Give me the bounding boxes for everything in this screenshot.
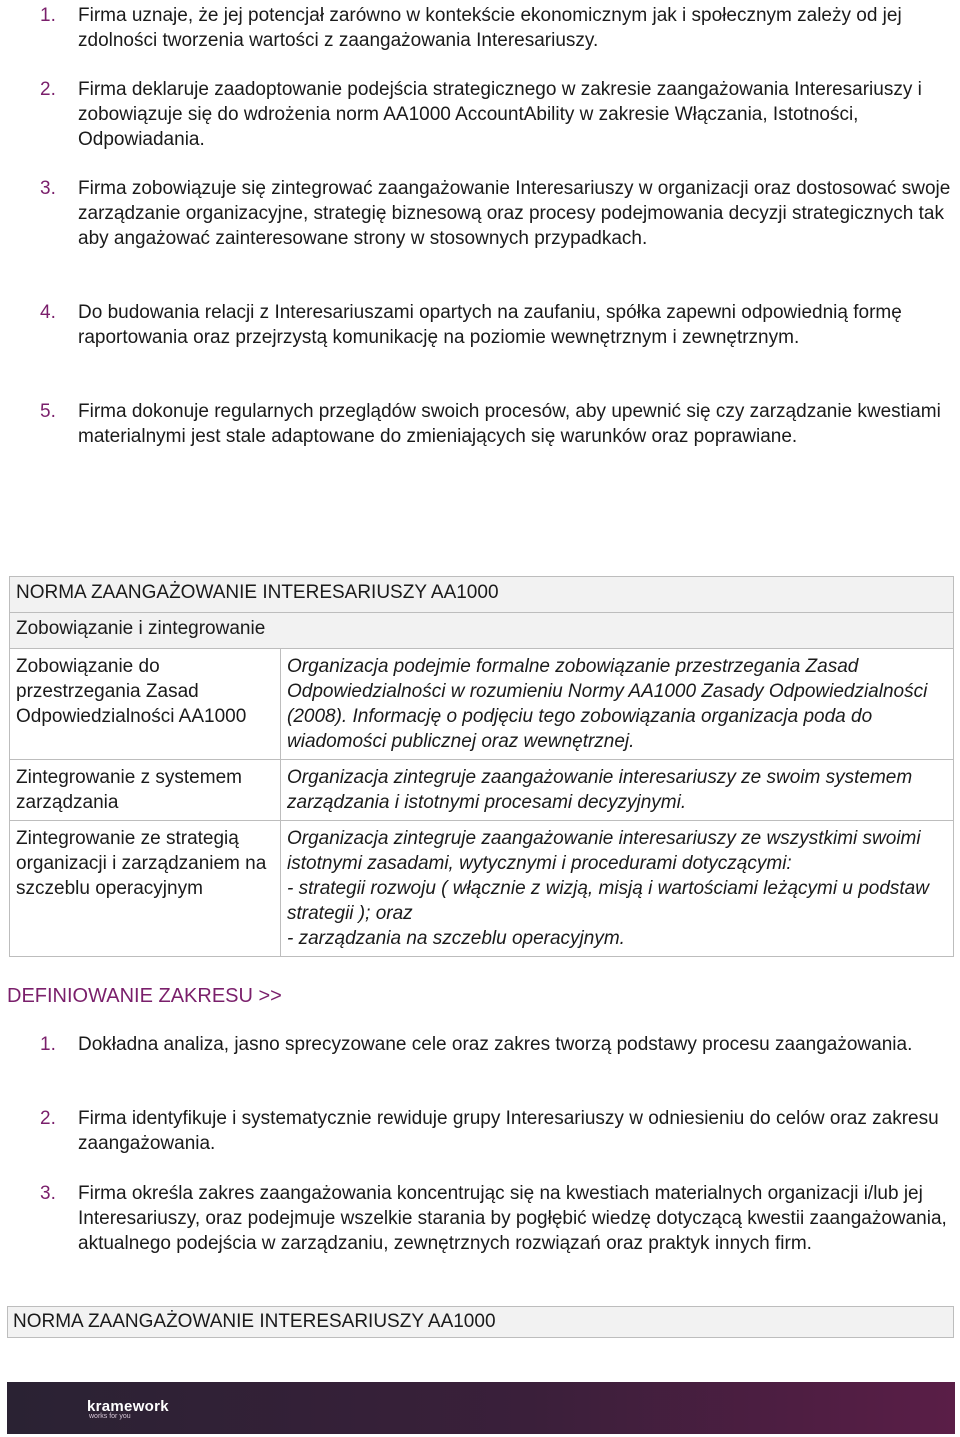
list-number: 3. [40, 1183, 56, 1204]
list-number: 1. [40, 1034, 56, 1055]
list-text: Firma dokonuje regularnych przeglądów swoich procesów, aby upewnić się czy zarządzanie kwestiami materialnymi jest stale adaptowane do zmieniających się warunków oraz poprawiane. [78, 401, 941, 447]
row-label: Zintegrowanie z systemem zarządzania [10, 760, 281, 821]
list-number: 1. [40, 5, 56, 26]
brand-tagline: works for you [89, 1413, 131, 1420]
row-description: Organizacja zintegruje zaangażowanie interesariuszy ze wszystkimi swoimi istotnymi zasadami, wytycznymi i procedurami dotyczącymi: - strategii rozwoju ( włącznie z wizją, misją i wartościami leżącymi u podstaw strategii ); oraz - zarządzania na szczeblu operacyjnym. [281, 821, 954, 957]
table-subtitle: Zobowiązanie i zintegrowanie [10, 613, 954, 649]
table-row [10, 649, 954, 760]
footer-banner [7, 1382, 955, 1434]
list-text: Firma określa zakres zaangażowania koncentrując się na kwestiach materialnych organizacji i/lub jej Interesariuszy, oraz podejmuje wszelkie starania by pogłębić wiedzę dotyczącą kwestii zaangażowania, aktualnego podejścia w zarządzaniu, zewnętrznych rozwiązań oraz praktyk innych firm. [78, 1183, 947, 1254]
table-subtitle-row [10, 613, 954, 649]
brand-logo: kramework [87, 1398, 169, 1415]
list-number: 2. [40, 1108, 56, 1129]
norm-table [9, 576, 954, 957]
list-text: Firma deklaruje zaadoptowanie podejścia strategicznego w zakresie zaangażowania Interesariuszy i zobowiązuje się do wdrożenia norm AA1000 AccountAbility w zakresie Włączania, Istotności, Odpowiadania. [78, 79, 922, 150]
table-row [10, 760, 954, 821]
list-text: Dokładna analiza, jasno sprecyzowane cele oraz zakres tworzą podstawy procesu zaangażowania. [78, 1034, 913, 1055]
row-description: Organizacja zintegruje zaangażowanie interesariuszy ze swoim systemem zarządzania i istotnymi procesami decyzyjnymi. [281, 760, 954, 821]
norm-header-box: NORMA ZAANGAŻOWANIE INTERESARIUSZY AA1000 [7, 1306, 954, 1338]
list-text: Firma zobowiązuje się zintegrować zaangażowanie Interesariuszy w organizacji oraz dostosować swoje zarządzanie organizacyjne, strategię biznesową oraz procesy podejmowania decyzji strategicznych tak aby angażować zainteresowane strony w stosownych przypadkach. [78, 178, 951, 249]
list-number: 4. [40, 302, 56, 323]
section-heading-link[interactable]: DEFINIOWANIE ZAKRESU >> [7, 985, 282, 1007]
list-text: Firma uznaje, że jej potencjał zarówno w kontekście ekonomicznym jak i społecznym zależy od jej zdolności tworzenia wartości z zaangażowania Interesariuszy. [78, 5, 902, 51]
list-number: 5. [40, 401, 56, 422]
list-text: Do budowania relacji z Interesariuszami opartych na zaufaniu, spółka zapewni odpowiednią formę raportowania oraz przejrzystą komunikację na poziomie wewnętrznym i zewnętrznym. [78, 302, 902, 348]
list-number: 2. [40, 79, 56, 100]
row-description: Organizacja podejmie formalne zobowiązanie przestrzegania Zasad Odpowiedzialności w rozumieniu Normy AA1000 Zasady Odpowiedzialności (2008). Informację o podjęciu tego zobowiązania organizacja poda do wiadomości publicznej oraz wewnętrznej. [281, 649, 954, 760]
table-title-row [10, 577, 954, 613]
table-row [10, 821, 954, 957]
table-title: NORMA ZAANGAŻOWANIE INTERESARIUSZY AA1000 [10, 577, 954, 613]
list-text: Firma identyfikuje i systematycznie rewiduje grupy Interesariuszy w odniesieniu do celów oraz zakresu zaangażowania. [78, 1108, 939, 1154]
list-number: 3. [40, 178, 56, 199]
row-label: Zobowiązanie do przestrzegania Zasad Odpowiedzialności AA1000 [10, 649, 281, 760]
row-label: Zintegrowanie ze strategią organizacji i zarządzaniem na szczeblu operacyjnym [10, 821, 281, 957]
